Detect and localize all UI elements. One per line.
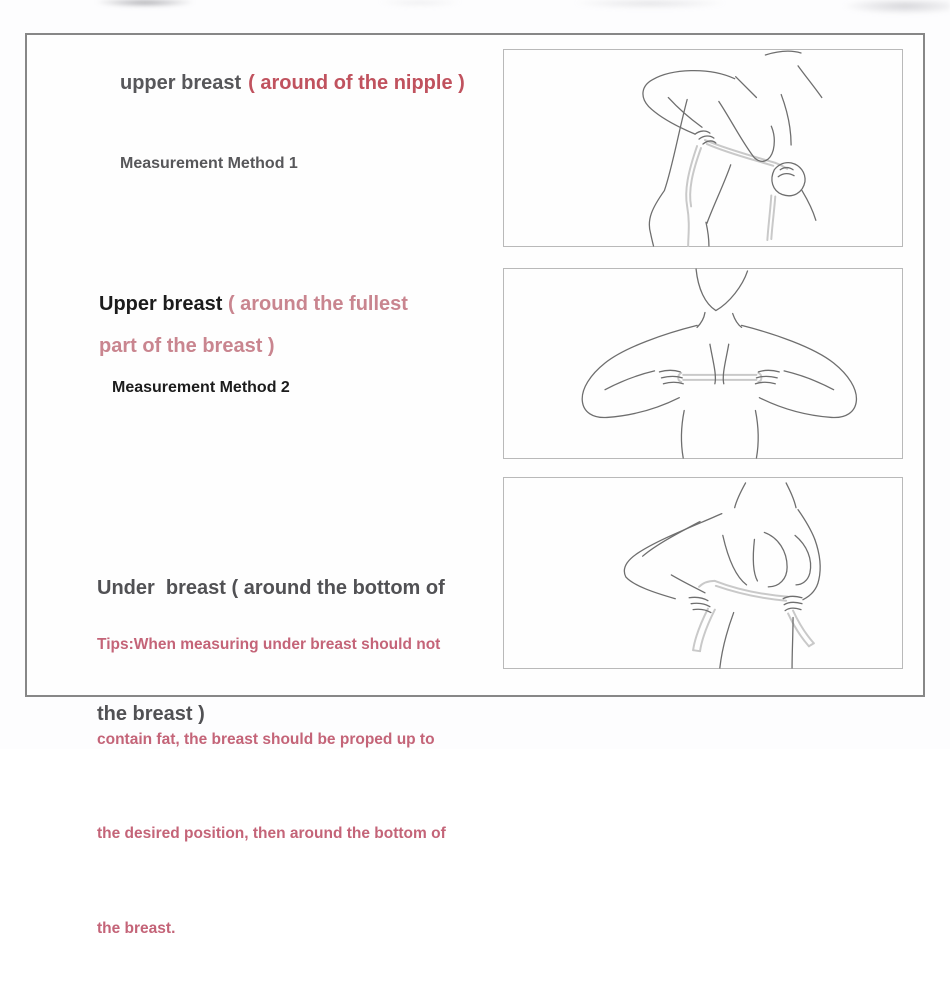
- figure-measuring-under-breast-illustration: [504, 478, 902, 668]
- figure-measuring-fullest-part-illustration: [504, 269, 902, 458]
- illustration-box-3: [503, 477, 903, 669]
- section2-heading-accent-line1: ( around the fullest: [227, 293, 408, 315]
- tips-line: the breast.: [97, 919, 176, 937]
- top-edge-smudge: [0, 0, 950, 26]
- section1-heading-main: upper breast: [120, 72, 242, 94]
- section2-heading: [99, 283, 408, 367]
- section1-heading-accent: ( around of the nipple ): [248, 72, 465, 94]
- section1-method-label: Measurement Method 1: [120, 155, 298, 172]
- tips-line: the desired position, then around the bottom of: [97, 825, 446, 842]
- section1-heading: [120, 72, 465, 95]
- tips-line: Tips:When measuring under breast should not: [97, 636, 441, 653]
- illustration-box-1: [503, 49, 903, 247]
- section2-heading-accent-line2: part of the breast ): [99, 335, 275, 357]
- outer-frame: [25, 33, 925, 937]
- illustration-box-2: [503, 268, 903, 459]
- section3-heading-line2: the breast ): [97, 703, 205, 725]
- tips-line: contain fat, the breast should be proped up to: [97, 730, 435, 748]
- section2-heading-main: Upper breast: [99, 293, 223, 315]
- section3-tips: [97, 566, 446, 1007]
- figure-measuring-around-nipple-illustration: [504, 50, 902, 246]
- section2-heading-line1: [99, 283, 408, 325]
- section2-method-label: Measurement Method 2: [112, 379, 290, 396]
- section3-heading-line1: Under breast ( around the bottom of: [97, 577, 445, 599]
